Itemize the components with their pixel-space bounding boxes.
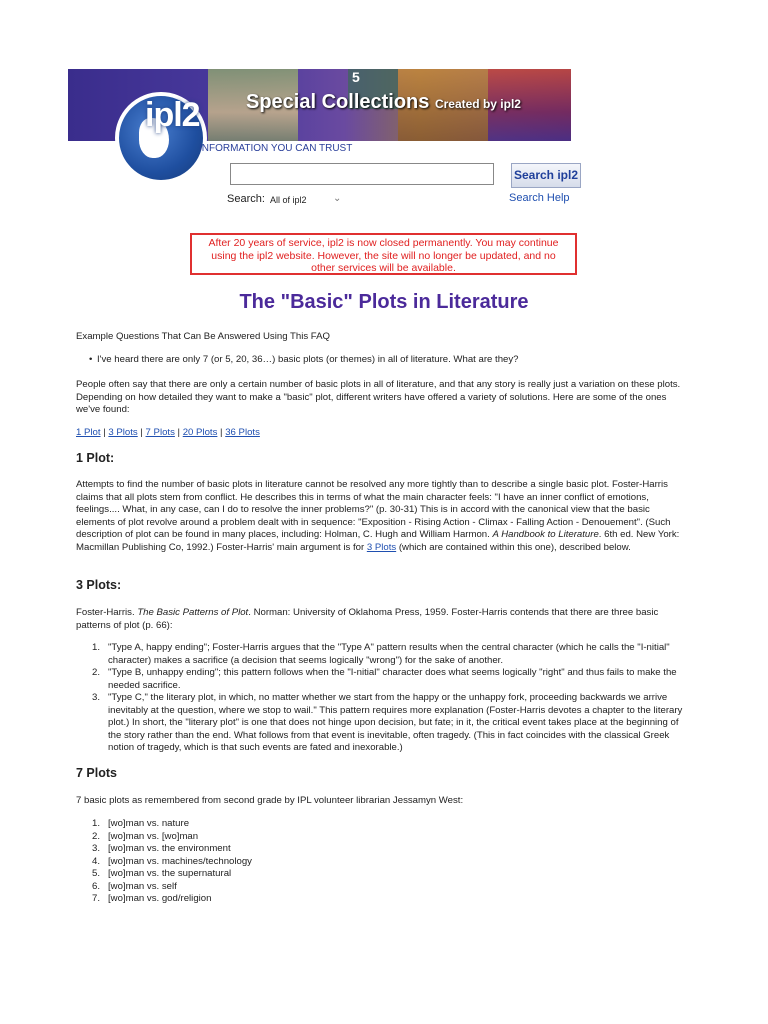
- list-item: 2. [wo]man vs. [wo]man: [92, 830, 199, 842]
- section-text-1-plot: Attempts to find the number of basic plots in literature cannot be resolved any more tightly than to describe a single basic plot. Foster-Harris claims that all plots stem from conflict. He describes this in terms of what the main character feels: "I have an inner conflict of emotions, feelings.... What, in any case, can I do to resolve the inner problems?" (p. 30-31) This is in accord with the canonical view that the basic elements of plot revolve around a problem dealt with in sequence: "Exposition - Rising Action - Climax - Falling Action - Denouement". (Such description of plot can be found in many places, including: Holman, C. Hugh and William Harmon. A Handbook to Literature. 6th ed. New York: Macmillan Publishing Co, 1992.) Foster-Harris' main argument is for 3 Plots (which are contained within this one), described below.: [76, 479, 680, 553]
- list-item: 6. [wo]man vs. self: [92, 880, 177, 892]
- chevron-down-icon[interactable]: ⌄: [333, 193, 342, 204]
- seven-plots-list: [76, 818, 691, 906]
- link-3-plots[interactable]: 3 Plots: [108, 427, 138, 438]
- banner-title: Special Collections Created by ipl2: [246, 91, 521, 113]
- section-heading-1-plot: 1 Plot:: [76, 451, 115, 465]
- section-text-7-plots: 7 basic plots as remembered from second grade by IPL volunteer librarian Jessamyn West:: [76, 795, 464, 806]
- section-heading-3-plots: 3 Plots:: [76, 578, 122, 592]
- list-item: 3. [wo]man vs. the environment: [92, 843, 231, 854]
- ipl2-logo[interactable]: ipl2: [145, 96, 200, 134]
- list-item: 3. "Type C," the literary plot, in which, no matter whether we start from the happy or the unhappy fork, proceeding backwards we arrive inevitably at the question, where we stop to wail." This pattern requires more explanation (Foster-Harris devotes a chapter to the literary plot.) In short, the "literary plot" is one that does not hinge upon decision, but fate; in it, the critical event takes place at the beginning of the story rather than the end. What follows from that event is inevitable, often tragedy. (This in fact coincides with the classical Greek notion of tragedy, which is that such events are fated and inexorable.): [92, 692, 683, 753]
- list-item: 2. "Type B, unhappy ending"; this pattern follows when the "I-nitial" character does what seems logically "right" and thus fails to make the needed sacrifice.: [92, 667, 677, 691]
- list-item: 1. [wo]man vs. nature: [92, 818, 190, 829]
- plot-links: 1 Plot | 3 Plots | 7 Plots | 20 Plots | 36 Plots: [76, 427, 260, 438]
- link-36-plots[interactable]: 36 Plots: [225, 427, 260, 438]
- search-input[interactable]: [230, 163, 494, 185]
- search-label: Search:: [227, 193, 265, 205]
- search-button[interactable]: Search ipl2: [511, 163, 581, 188]
- search-help-link[interactable]: Search Help: [509, 192, 570, 204]
- three-plots-list: [76, 642, 691, 755]
- faq-heading: Example Questions That Can Be Answered Using This FAQ: [76, 331, 331, 342]
- list-item: 4. [wo]man vs. machines/technology: [92, 855, 252, 867]
- tagline: INFORMATION YOU CAN TRUST: [199, 143, 353, 154]
- section-text-3-plots: Foster-Harris. The Basic Patterns of Plot. Norman: University of Oklahoma Press, 1959. Foster-Harris contends that there are three basic patterns of plot (p. 66):: [76, 607, 659, 631]
- intro-paragraph: People often say that there are only a certain number of basic plots in all of literature, and that any story is really just a variation on these plots. Depending on how detailed they want to make a "basic" plot, different writers have offered a variety of solutions. Here are some of the ones we've found:: [76, 379, 681, 415]
- page-title: The "Basic" Plots in Literature: [239, 291, 529, 313]
- section-heading-7-plots: 7 Plots: [76, 766, 117, 780]
- banner-stamp-number: 5: [352, 69, 360, 85]
- list-item: 7. [wo]man vs. god/religion: [92, 893, 212, 904]
- faq-question: • I've heard there are only 7 (or 5, 20, 36…) basic plots (or themes) in all of literature. What are they?: [89, 354, 519, 365]
- closure-notice: After 20 years of service, ipl2 is now closed permanently. You may continue using the ipl2 website. However, the site will no longer be updated, and no other services will be available.: [190, 233, 577, 275]
- list-item: 5. [wo]man vs. the supernatural: [92, 868, 232, 879]
- link-7-plots[interactable]: 7 Plots: [145, 427, 175, 438]
- link-20-plots[interactable]: 20 Plots: [182, 427, 218, 438]
- bullet-icon: •: [89, 354, 93, 365]
- search-scope-select[interactable]: All of ipl2: [270, 195, 307, 205]
- list-item: 1. "Type A, happy ending"; Foster-Harris argues that the "Type A" pattern results when the central character (which he calls the "I-nitial" character) makes a sacrifice (a decision that seems logically "wrong") for the sake of another.: [92, 642, 670, 666]
- link-1-plot[interactable]: 1 Plot: [76, 427, 101, 438]
- link-3-plots-inline[interactable]: 3 Plots: [366, 541, 397, 553]
